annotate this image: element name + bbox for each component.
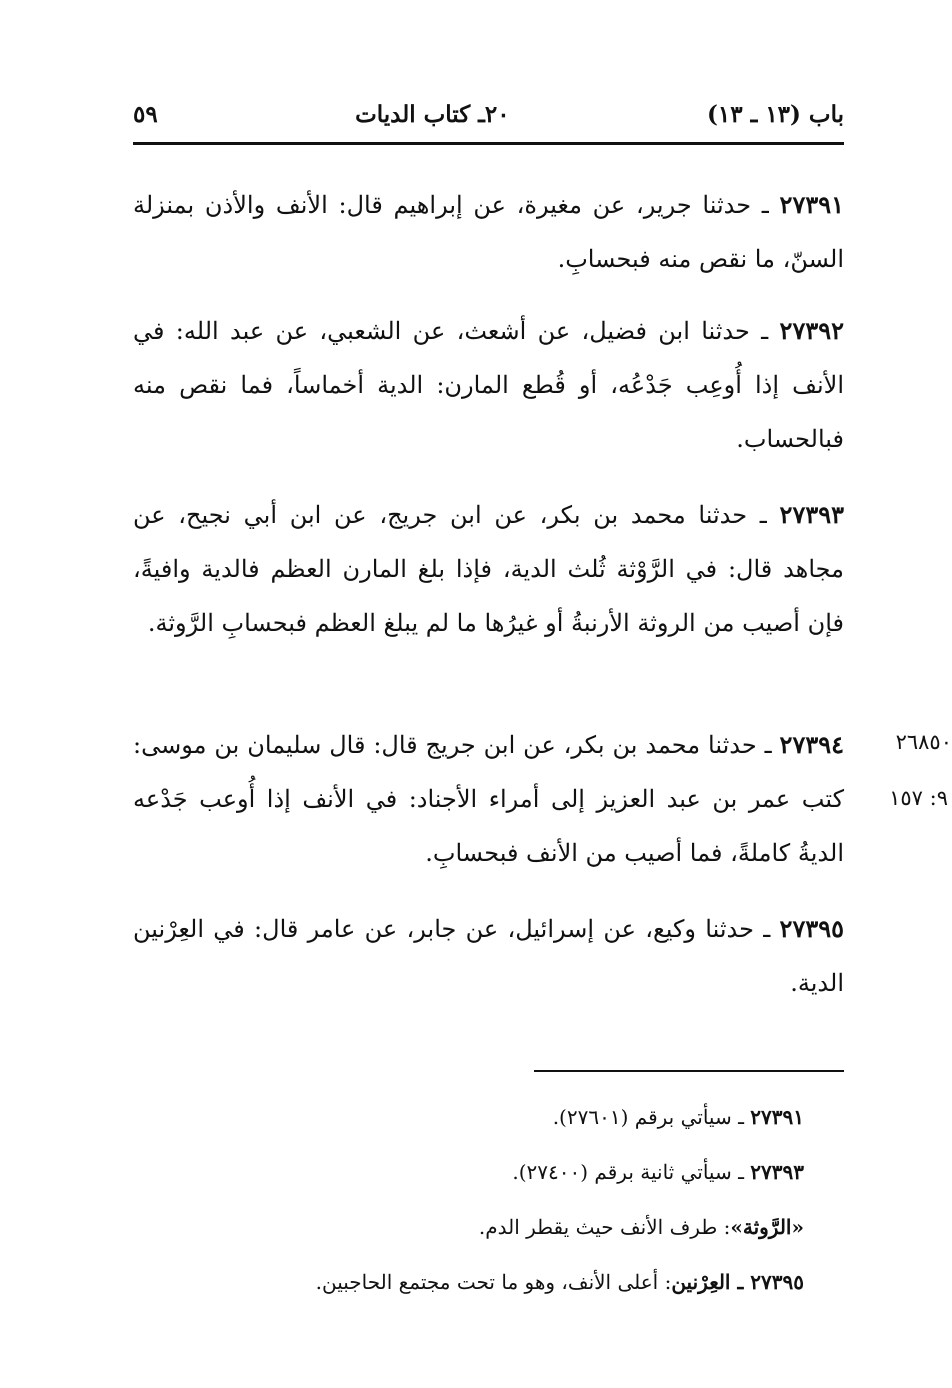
running-header [133, 94, 844, 134]
hadith-number: ٢٧٣٩٥ [779, 914, 844, 943]
footnote [200, 1200, 804, 1255]
footnote-label: «الرَّوثة» [730, 1215, 804, 1239]
footnote-rule [534, 1070, 844, 1072]
hadith-entry [133, 178, 844, 286]
hadith-number: ٢٧٣٩٤ [779, 730, 844, 759]
hadith-entry [133, 718, 844, 880]
hadith-number: ٢٧٣٩١ [779, 190, 844, 219]
margin-reference: ٢٦٨٥٠ [895, 730, 952, 754]
footnote-text: ـ سيأتي برقم (٢٧٦٠١). [552, 1105, 751, 1129]
hadith-text: ـ حدثنا محمد بن بكر، عن ابن جريج، عن ابن أبي نجيح، عن مجاهد قال: في الرَّوْثة ثُلث الدية، فإذا بلغ المارن العظم فالدية وافيةً، فإن أصيب من الروثة الأرنبةُ أو غيرُها ما لم يبلغ العظم فبحسابِ الرَّوثة. [133, 501, 844, 637]
header-rule [133, 142, 844, 145]
footnote-label: ٢٧٣٩٣ [750, 1160, 804, 1184]
footnote [200, 1145, 804, 1200]
footnote-text: : طرف الأنف حيث يقطر الدم. [478, 1215, 731, 1239]
footnote-text: ـ سيأتي ثانية برقم (٢٧٤٠٠). [512, 1160, 751, 1184]
chapter-title: باب (١٣ ـ ١٣) [706, 100, 844, 128]
hadith-entry [133, 488, 844, 650]
hadith-text: ـ حدثنا جرير، عن مغيرة، عن إبراهيم قال: الأنف والأذن بمنزلة السنّ، ما نقص منه فبحسابِ. [133, 191, 844, 273]
hadith-number: ٢٧٣٩٣ [779, 500, 844, 529]
footnote-label: ٢٧٣٩١ [750, 1105, 804, 1129]
footnote [200, 1090, 804, 1145]
hadith-text: ـ حدثنا وكيع، عن إسرائيل، عن جابر، عن عامر قال: في العِرْنين الدية. [133, 915, 844, 997]
footnote-label: ٢٧٣٩٥ ـ العِرْنين [671, 1270, 804, 1294]
book-title: ٢٠ـ كتاب الديات [355, 100, 510, 128]
hadith-entry [133, 902, 844, 1010]
hadith-text: ـ حدثنا محمد بن بكر، عن ابن جريج قال: قال سليمان بن موسى: كتب عمر بن عبد العزيز إلى أمراء الأجناد: في الأنف إذا أُوعب جَدْعه الديةُ كاملةً، فما أصيب من الأنف فبحسابِ. [133, 731, 844, 867]
footnote-text: : أعلى الأنف، وهو ما تحت مجتمع الحاجبين. [315, 1270, 672, 1294]
hadith-number: ٢٧٣٩٢ [779, 316, 844, 345]
hadith-text: ـ حدثنا ابن فضيل، عن أشعث، عن الشعبي، عن عبد الله: في الأنف إذا أُوعِب جَدْعُه، أو قُطع المارن: الدية أخماساً، فما نقص منه فبالحساب. [133, 317, 844, 453]
hadith-entry [133, 304, 844, 466]
footnotes [200, 1090, 804, 1310]
margin-reference: ٩: ١٥٧ [889, 786, 948, 810]
footnote [200, 1255, 804, 1310]
page-number: ٥٩ [133, 100, 158, 128]
